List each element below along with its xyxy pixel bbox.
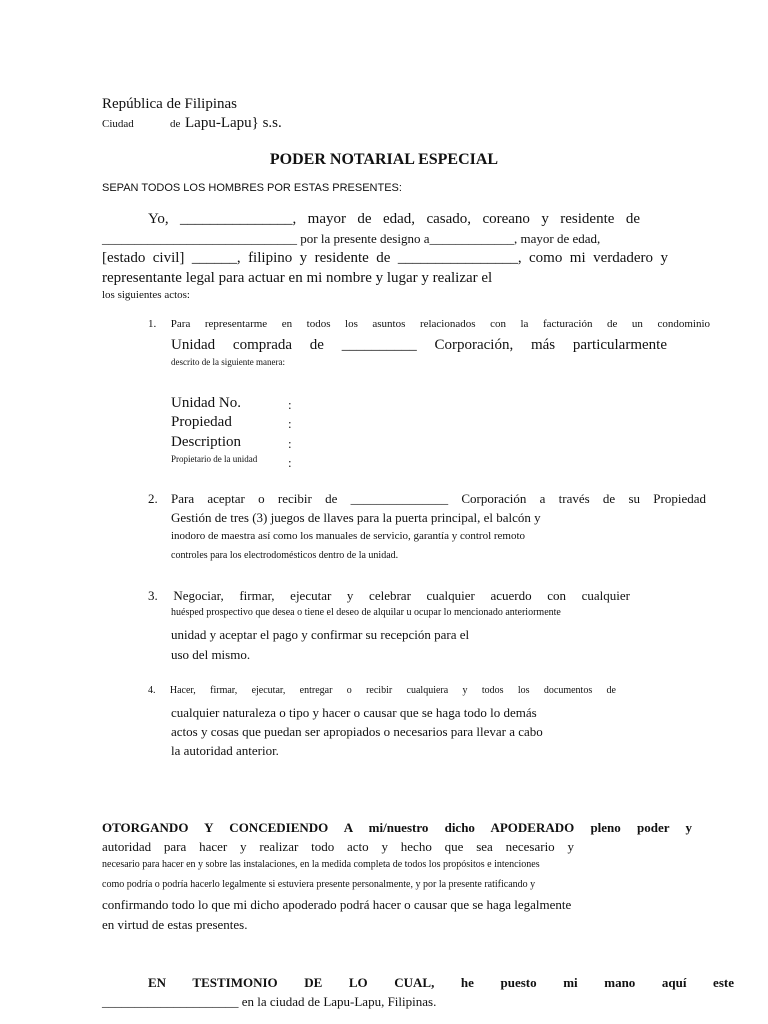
grant-line-2: autoridad para hacer y realizar todo acto y hecho que sea necesario y (102, 839, 574, 854)
field-unit-no-colon: : (288, 397, 292, 412)
item3-line-2: huésped prospectivo que desea o tiene el deseo de alquilar u ocupar lo mencionado anteriormente (171, 607, 561, 618)
intro-line-3: [estado civil] ______, filipino y residente de ________________, como mi verdadero y (102, 250, 668, 266)
field-description-colon: : (288, 436, 292, 451)
field-unit-no-label: Unidad No. (171, 395, 241, 411)
item2-line-2: Gestión de tres (3) juegos de llaves para la puerta principal, el balcón y (171, 510, 541, 525)
city-de: de (170, 118, 181, 130)
item3-line-4: uso del mismo. (171, 647, 251, 662)
witness-line-2: _____________________ en la ciudad de Lapu-Lapu, Filipinas. (102, 994, 437, 1009)
field-owner-label: Propietario de la unidad (171, 454, 258, 464)
city-name: Lapu-Lapu} s.s. (185, 115, 282, 131)
page-title: PODER NOTARIAL ESPECIAL (269, 151, 499, 168)
intro-line-4: representante legal para actuar en mi nombre y lugar y realizar el (102, 270, 493, 286)
item1-line-3: descrito de la siguiente manera: (171, 357, 285, 367)
item4-line-1: 4. Hacer, firmar, ejecutar, entregar o recibir cualquiera y todos los documentos de (148, 685, 616, 696)
grant-line-4: como podría o podría hacerlo legalmente si estuviera presente personalmente, y por la presente ratificando y (102, 879, 536, 890)
item1-line-1: 1. Para representarme en todos los asuntos relacionados con la facturación de un condominio (148, 318, 710, 330)
item3-line-3: unidad y aceptar el pago y confirmar su recepción para el (171, 627, 470, 642)
grant-line-1: OTORGANDO Y CONCEDIENDO A mi/nuestro dicho APODERADO pleno poder y (102, 820, 692, 835)
witness-line-1: EN TESTIMONIO DE LO CUAL, he puesto mi mano aquí este (148, 975, 734, 990)
intro-line-1: Yo, _______________, mayor de edad, casado, coreano y residente de (148, 211, 640, 227)
item3-line-1: 3. Negociar, firmar, ejecutar y celebrar cualquier acuerdo con cualquier (148, 588, 630, 603)
field-description-label: Description (171, 434, 241, 450)
intro-line-2: ______________________________ por la presente designo a_____________, mayor de edad, (102, 231, 601, 246)
field-property-label: Propiedad (171, 414, 232, 430)
field-owner-colon: : (288, 455, 292, 470)
city-label: Ciudad (102, 118, 134, 130)
republic-line: República de Filipinas (102, 96, 237, 112)
item2-line-1: 2. Para aceptar o recibir de _______________ Corporación a través de su Propiedad (148, 491, 706, 506)
field-property-colon: : (288, 416, 292, 431)
item4-line-2: cualquier naturaleza o tipo y hacer o causar que se haga todo lo demás (171, 705, 537, 720)
grant-line-5: confirmando todo lo que mi dicho apoderado podrá hacer o causar que se haga legalmente (102, 897, 572, 912)
preamble: SEPAN TODOS LOS HOMBRES POR ESTAS PRESENTES: (102, 182, 402, 194)
item4-line-4: la autoridad anterior. (171, 743, 279, 758)
grant-line-3: necesario para hacer en y sobre las instalaciones, en la medida completa de todos los propósitos e intenciones (102, 859, 540, 870)
item4-line-3: actos y cosas que puedan ser apropiados o necesarios para llevar a cabo (171, 724, 543, 739)
item2-line-3: inodoro de maestra así como los manuales de servicio, garantía y control remoto (171, 530, 526, 542)
grant-line-6: en virtud de estas presentes. (102, 917, 248, 932)
item1-line-2: Unidad comprada de __________ Corporación, más particularmente (171, 337, 667, 353)
intro-line-5: los siguientes actos: (102, 289, 190, 301)
item2-line-4: controles para los electrodomésticos dentro de la unidad. (171, 550, 399, 561)
